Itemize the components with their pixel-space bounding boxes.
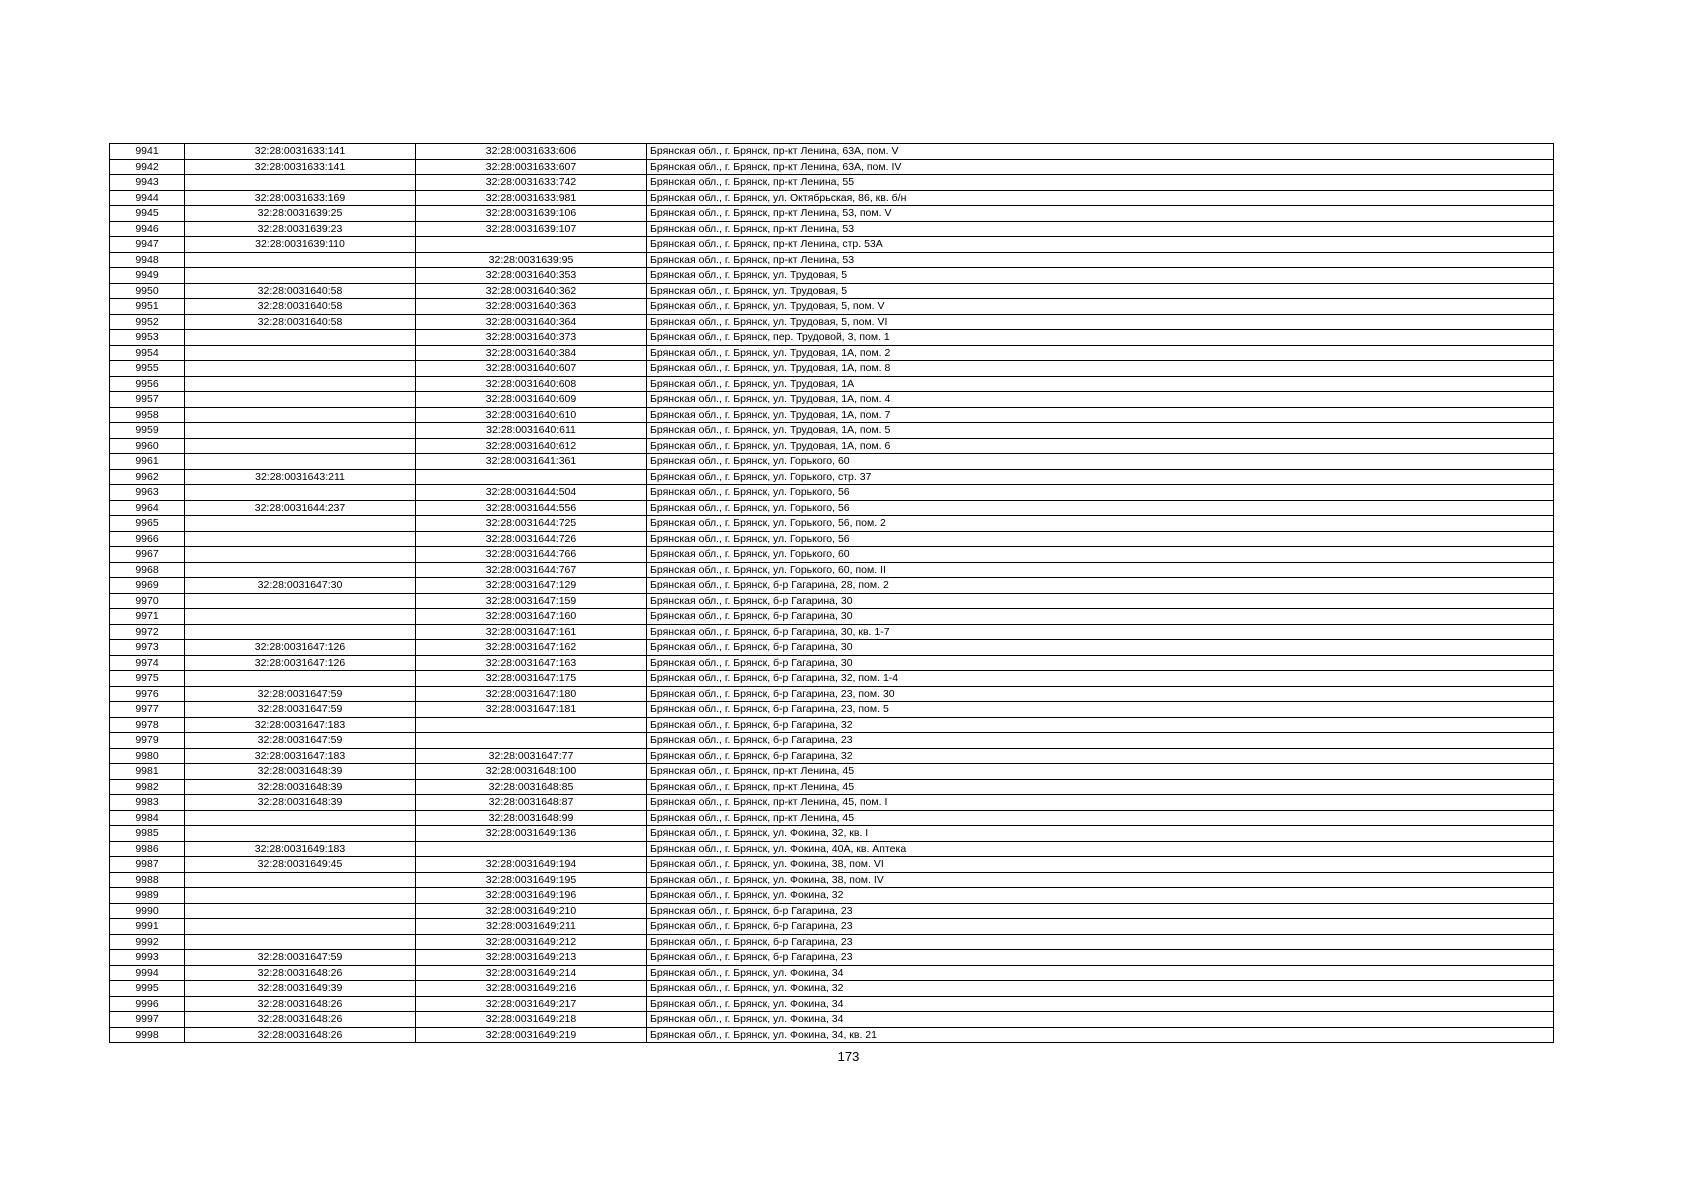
table-row [110,531,1554,547]
row-number-cell: 9979 [110,733,185,749]
row-number-cell: 9951 [110,299,185,315]
cadastral-number-cell: 32:28:0031633:981 [416,190,647,206]
cadastral-number-cell: 32:28:0031649:216 [416,981,647,997]
table-row [110,810,1554,826]
row-number-cell: 9973 [110,640,185,656]
cadastral-number-cell: 32:28:0031649:210 [416,903,647,919]
parent-cadastral-number-cell: 32:28:0031640:58 [185,314,416,330]
table-row [110,1012,1554,1028]
parent-cadastral-number-cell: 32:28:0031647:59 [185,686,416,702]
row-number-cell: 9948 [110,252,185,268]
address-cell: Брянская обл., г. Брянск, б-р Гагарина, 32, пом. 1-4 [647,671,1554,687]
cadastral-number-cell: 32:28:0031648:99 [416,810,647,826]
parent-cadastral-number-cell [185,934,416,950]
address-cell: Брянская обл., г. Брянск, б-р Гагарина, 23 [647,919,1554,935]
row-number-cell: 9991 [110,919,185,935]
address-cell: Брянская обл., г. Брянск, ул. Фокина, 34 [647,965,1554,981]
address-cell: Брянская обл., г. Брянск, б-р Гагарина, 32 [647,748,1554,764]
parent-cadastral-number-cell: 32:28:0031648:39 [185,764,416,780]
row-number-cell: 9975 [110,671,185,687]
cadastral-number-cell: 32:28:0031644:725 [416,516,647,532]
address-cell: Брянская обл., г. Брянск, б-р Гагарина, 32 [647,717,1554,733]
address-cell: Брянская обл., г. Брянск, ул. Трудовая, 1А, пом. 4 [647,392,1554,408]
address-cell: Брянская обл., г. Брянск, пр-кт Ленина, 45 [647,764,1554,780]
table-row [110,516,1554,532]
parent-cadastral-number-cell: 32:28:0031640:58 [185,283,416,299]
parent-cadastral-number-cell: 32:28:0031649:183 [185,841,416,857]
cadastral-number-cell [416,469,647,485]
address-cell: Брянская обл., г. Брянск, б-р Гагарина, 23 [647,733,1554,749]
table-row [110,423,1554,439]
table-row [110,965,1554,981]
parent-cadastral-number-cell [185,376,416,392]
table-row [110,268,1554,284]
table-row [110,252,1554,268]
row-number-cell: 9944 [110,190,185,206]
address-cell: Брянская обл., г. Брянск, ул. Горького, 56 [647,500,1554,516]
address-cell: Брянская обл., г. Брянск, ул. Трудовая, 5 [647,283,1554,299]
parent-cadastral-number-cell [185,438,416,454]
cadastral-number-cell: 32:28:0031640:608 [416,376,647,392]
parent-cadastral-number-cell: 32:28:0031644:237 [185,500,416,516]
table-row [110,500,1554,516]
parent-cadastral-number-cell [185,547,416,563]
address-cell: Брянская обл., г. Брянск, ул. Трудовая, 1А, пом. 6 [647,438,1554,454]
cadastral-number-cell: 32:28:0031640:363 [416,299,647,315]
address-cell: Брянская обл., г. Брянск, ул. Фокина, 32 [647,981,1554,997]
parent-cadastral-number-cell: 32:28:0031648:26 [185,996,416,1012]
row-number-cell: 9988 [110,872,185,888]
row-number-cell: 9957 [110,392,185,408]
cadastral-number-cell: 32:28:0031649:214 [416,965,647,981]
row-number-cell: 9953 [110,330,185,346]
parent-cadastral-number-cell [185,485,416,501]
parent-cadastral-number-cell: 32:28:0031633:169 [185,190,416,206]
table-row [110,733,1554,749]
cadastral-number-cell: 32:28:0031647:129 [416,578,647,594]
parent-cadastral-number-cell: 32:28:0031647:59 [185,950,416,966]
parent-cadastral-number-cell: 32:28:0031647:59 [185,733,416,749]
address-cell: Брянская обл., г. Брянск, ул. Фокина, 38, пом. IV [647,872,1554,888]
cadastral-number-cell: 32:28:0031644:504 [416,485,647,501]
parent-cadastral-number-cell: 32:28:0031648:26 [185,965,416,981]
table-row [110,299,1554,315]
row-number-cell: 9956 [110,376,185,392]
parent-cadastral-number-cell [185,268,416,284]
parent-cadastral-number-cell [185,609,416,625]
table-row [110,407,1554,423]
parent-cadastral-number-cell [185,671,416,687]
row-number-cell: 9963 [110,485,185,501]
parent-cadastral-number-cell [185,872,416,888]
cadastral-number-cell [416,841,647,857]
address-cell: Брянская обл., г. Брянск, ул. Трудовая, 1А, пом. 7 [647,407,1554,423]
cadastral-number-cell [416,733,647,749]
parent-cadastral-number-cell: 32:28:0031639:25 [185,206,416,222]
row-number-cell: 9962 [110,469,185,485]
parent-cadastral-number-cell: 32:28:0031647:30 [185,578,416,594]
address-cell: Брянская обл., г. Брянск, б-р Гагарина, 28, пом. 2 [647,578,1554,594]
cadastral-number-cell: 32:28:0031640:607 [416,361,647,377]
row-number-cell: 9983 [110,795,185,811]
table-row [110,609,1554,625]
parent-cadastral-number-cell: 32:28:0031649:39 [185,981,416,997]
row-number-cell: 9946 [110,221,185,237]
cadastral-number-cell: 32:28:0031633:606 [416,144,647,160]
parent-cadastral-number-cell: 32:28:0031648:39 [185,795,416,811]
table-row [110,438,1554,454]
row-number-cell: 9952 [110,314,185,330]
table-row [110,748,1554,764]
row-number-cell: 9954 [110,345,185,361]
cadastral-number-cell: 32:28:0031649:211 [416,919,647,935]
row-number-cell: 9995 [110,981,185,997]
table-row [110,624,1554,640]
table-row [110,345,1554,361]
row-number-cell: 9986 [110,841,185,857]
address-cell: Брянская обл., г. Брянск, пр-кт Ленина, 45 [647,810,1554,826]
table-row [110,547,1554,563]
cadastral-number-cell: 32:28:0031649:219 [416,1027,647,1043]
table-row [110,903,1554,919]
parent-cadastral-number-cell [185,826,416,842]
cadastral-number-cell [416,717,647,733]
row-number-cell: 9967 [110,547,185,563]
row-number-cell: 9970 [110,593,185,609]
address-cell: Брянская обл., г. Брянск, пр-кт Ленина, 45, пом. I [647,795,1554,811]
cadastral-number-cell: 32:28:0031640:373 [416,330,647,346]
address-cell: Брянская обл., г. Брянск, ул. Октябрьская, 86, кв. б/н [647,190,1554,206]
table-row [110,702,1554,718]
table-row [110,578,1554,594]
row-number-cell: 9968 [110,562,185,578]
cadastral-number-cell: 32:28:0031644:556 [416,500,647,516]
table-row [110,779,1554,795]
address-cell: Брянская обл., г. Брянск, ул. Трудовая, 5, пом. V [647,299,1554,315]
row-number-cell: 9996 [110,996,185,1012]
cadastral-number-cell: 32:28:0031639:106 [416,206,647,222]
cadastral-number-cell: 32:28:0031644:726 [416,531,647,547]
cadastral-number-cell: 32:28:0031647:161 [416,624,647,640]
address-cell: Брянская обл., г. Брянск, б-р Гагарина, 30 [647,593,1554,609]
row-number-cell: 9985 [110,826,185,842]
address-cell: Брянская обл., г. Брянск, ул. Фокина, 34 [647,1012,1554,1028]
cadastral-number-cell: 32:28:0031641:361 [416,454,647,470]
parent-cadastral-number-cell: 32:28:0031639:110 [185,237,416,253]
address-cell: Брянская обл., г. Брянск, пр-кт Ленина, 53 [647,252,1554,268]
address-cell: Брянская обл., г. Брянск, ул. Трудовая, 1А, пом. 8 [647,361,1554,377]
cadastral-number-cell: 32:28:0031647:181 [416,702,647,718]
row-number-cell: 9961 [110,454,185,470]
table-row [110,469,1554,485]
parent-cadastral-number-cell [185,810,416,826]
cadastral-number-cell: 32:28:0031640:612 [416,438,647,454]
table-row [110,950,1554,966]
cadastral-number-cell: 32:28:0031649:196 [416,888,647,904]
row-number-cell: 9997 [110,1012,185,1028]
address-cell: Брянская обл., г. Брянск, б-р Гагарина, 30 [647,609,1554,625]
row-number-cell: 9965 [110,516,185,532]
row-number-cell: 9978 [110,717,185,733]
parent-cadastral-number-cell [185,407,416,423]
table-row [110,283,1554,299]
address-cell: Брянская обл., г. Брянск, б-р Гагарина, 30, кв. 1-7 [647,624,1554,640]
row-number-cell: 9959 [110,423,185,439]
address-cell: Брянская обл., г. Брянск, ул. Трудовая, 5, пом. VI [647,314,1554,330]
table-row [110,640,1554,656]
row-number-cell: 9955 [110,361,185,377]
parent-cadastral-number-cell: 32:28:0031643:211 [185,469,416,485]
table-row [110,996,1554,1012]
row-number-cell: 9941 [110,144,185,160]
cadastral-number-cell: 32:28:0031640:362 [416,283,647,299]
cadastral-number-cell: 32:28:0031648:85 [416,779,647,795]
cadastral-number-cell [416,237,647,253]
cadastral-number-cell: 32:28:0031639:107 [416,221,647,237]
address-cell: Брянская обл., г. Брянск, пр-кт Ленина, 45 [647,779,1554,795]
row-number-cell: 9950 [110,283,185,299]
page-number: 173 [837,1049,860,1064]
cadastral-number-cell: 32:28:0031647:162 [416,640,647,656]
address-cell: Брянская обл., г. Брянск, ул. Трудовая, 5 [647,268,1554,284]
table-row [110,392,1554,408]
row-number-cell: 9974 [110,655,185,671]
cadastral-number-cell: 32:28:0031649:217 [416,996,647,1012]
table-row [110,562,1554,578]
cadastral-number-cell: 32:28:0031649:213 [416,950,647,966]
parent-cadastral-number-cell [185,345,416,361]
parent-cadastral-number-cell: 32:28:0031647:59 [185,702,416,718]
address-cell: Брянская обл., г. Брянск, пер. Трудовой, 3, пом. 1 [647,330,1554,346]
cadastral-number-cell: 32:28:0031647:159 [416,593,647,609]
cadastral-number-cell: 32:28:0031649:218 [416,1012,647,1028]
cadastral-number-cell: 32:28:0031644:766 [416,547,647,563]
row-number-cell: 9960 [110,438,185,454]
table-row [110,175,1554,191]
address-cell: Брянская обл., г. Брянск, ул. Трудовая, 1А, пом. 5 [647,423,1554,439]
cadastral-number-cell: 32:28:0031649:212 [416,934,647,950]
address-cell: Брянская обл., г. Брянск, ул. Горького, стр. 37 [647,469,1554,485]
parent-cadastral-number-cell [185,888,416,904]
row-number-cell: 9966 [110,531,185,547]
table-row [110,206,1554,222]
parent-cadastral-number-cell [185,454,416,470]
address-cell: Брянская обл., г. Брянск, ул. Фокина, 34, кв. 21 [647,1027,1554,1043]
address-cell: Брянская обл., г. Брянск, ул. Фокина, 38, пом. VI [647,857,1554,873]
row-number-cell: 9943 [110,175,185,191]
table-row [110,872,1554,888]
cadastral-number-cell: 32:28:0031640:353 [416,268,647,284]
parent-cadastral-number-cell [185,531,416,547]
row-number-cell: 9949 [110,268,185,284]
address-cell: Брянская обл., г. Брянск, ул. Горького, 60 [647,547,1554,563]
table-row [110,826,1554,842]
address-cell: Брянская обл., г. Брянск, пр-кт Ленина, 55 [647,175,1554,191]
address-cell: Брянская обл., г. Брянск, ул. Фокина, 32, кв. I [647,826,1554,842]
cadastral-number-cell: 32:28:0031648:100 [416,764,647,780]
address-cell: Брянская обл., г. Брянск, б-р Гагарина, 23 [647,903,1554,919]
table-row [110,314,1554,330]
address-cell: Брянская обл., г. Брянск, ул. Трудовая, 1А [647,376,1554,392]
table-row [110,764,1554,780]
address-cell: Брянская обл., г. Брянск, пр-кт Ленина, 63А, пом. IV [647,159,1554,175]
row-number-cell: 9977 [110,702,185,718]
parent-cadastral-number-cell [185,562,416,578]
cadastral-number-cell: 32:28:0031640:364 [416,314,647,330]
cadastral-number-cell: 32:28:0031649:136 [416,826,647,842]
parent-cadastral-number-cell: 32:28:0031647:183 [185,717,416,733]
parent-cadastral-number-cell: 32:28:0031639:23 [185,221,416,237]
parent-cadastral-number-cell [185,903,416,919]
row-number-cell: 9980 [110,748,185,764]
table-row [110,857,1554,873]
row-number-cell: 9984 [110,810,185,826]
parent-cadastral-number-cell: 32:28:0031633:141 [185,159,416,175]
row-number-cell: 9990 [110,903,185,919]
table-row [110,671,1554,687]
table-row [110,330,1554,346]
address-cell: Брянская обл., г. Брянск, пр-кт Ленина, стр. 53А [647,237,1554,253]
parent-cadastral-number-cell: 32:28:0031649:45 [185,857,416,873]
table-row [110,888,1554,904]
parent-cadastral-number-cell [185,423,416,439]
parent-cadastral-number-cell [185,330,416,346]
registry-table [109,143,1554,1043]
row-number-cell: 9981 [110,764,185,780]
table-row [110,841,1554,857]
parent-cadastral-number-cell [185,175,416,191]
row-number-cell: 9947 [110,237,185,253]
cadastral-number-cell: 32:28:0031649:195 [416,872,647,888]
parent-cadastral-number-cell: 32:28:0031633:141 [185,144,416,160]
address-cell: Брянская обл., г. Брянск, ул. Горького, 56 [647,531,1554,547]
address-cell: Брянская обл., г. Брянск, ул. Трудовая, 1А, пом. 2 [647,345,1554,361]
row-number-cell: 9993 [110,950,185,966]
row-number-cell: 9958 [110,407,185,423]
parent-cadastral-number-cell [185,516,416,532]
table-row [110,159,1554,175]
table-row [110,717,1554,733]
row-number-cell: 9976 [110,686,185,702]
table-row [110,919,1554,935]
address-cell: Брянская обл., г. Брянск, ул. Горького, 56 [647,485,1554,501]
parent-cadastral-number-cell [185,252,416,268]
row-number-cell: 9998 [110,1027,185,1043]
cadastral-number-cell: 32:28:0031649:194 [416,857,647,873]
address-cell: Брянская обл., г. Брянск, ул. Горького, 60, пом. II [647,562,1554,578]
address-cell: Брянская обл., г. Брянск, б-р Гагарина, 23 [647,950,1554,966]
address-cell: Брянская обл., г. Брянск, б-р Гагарина, 23 [647,934,1554,950]
table-row [110,795,1554,811]
table-row [110,144,1554,160]
cadastral-number-cell: 32:28:0031640:609 [416,392,647,408]
cadastral-number-cell: 32:28:0031648:87 [416,795,647,811]
cadastral-number-cell: 32:28:0031639:95 [416,252,647,268]
row-number-cell: 9992 [110,934,185,950]
row-number-cell: 9942 [110,159,185,175]
row-number-cell: 9945 [110,206,185,222]
parent-cadastral-number-cell: 32:28:0031647:126 [185,655,416,671]
parent-cadastral-number-cell: 32:28:0031648:26 [185,1027,416,1043]
table-row [110,237,1554,253]
table-row [110,485,1554,501]
cadastral-number-cell: 32:28:0031633:607 [416,159,647,175]
row-number-cell: 9987 [110,857,185,873]
cadastral-number-cell: 32:28:0031640:610 [416,407,647,423]
address-cell: Брянская обл., г. Брянск, ул. Фокина, 40А, кв. Аптека [647,841,1554,857]
cadastral-number-cell: 32:28:0031647:180 [416,686,647,702]
table-row [110,686,1554,702]
cadastral-number-cell: 32:28:0031647:163 [416,655,647,671]
registry-table-body [110,144,1554,1043]
parent-cadastral-number-cell [185,361,416,377]
row-number-cell: 9972 [110,624,185,640]
table-row [110,1027,1554,1043]
table-row [110,376,1554,392]
cadastral-number-cell: 32:28:0031647:160 [416,609,647,625]
parent-cadastral-number-cell [185,624,416,640]
row-number-cell: 9994 [110,965,185,981]
row-number-cell: 9982 [110,779,185,795]
parent-cadastral-number-cell: 32:28:0031648:26 [185,1012,416,1028]
address-cell: Брянская обл., г. Брянск, б-р Гагарина, 23, пом. 30 [647,686,1554,702]
table-row [110,934,1554,950]
parent-cadastral-number-cell [185,392,416,408]
address-cell: Брянская обл., г. Брянск, б-р Гагарина, 23, пом. 5 [647,702,1554,718]
address-cell: Брянская обл., г. Брянск, ул. Горького, 60 [647,454,1554,470]
table-row [110,593,1554,609]
address-cell: Брянская обл., г. Брянск, пр-кт Ленина, 63А, пом. V [647,144,1554,160]
parent-cadastral-number-cell [185,919,416,935]
parent-cadastral-number-cell: 32:28:0031647:183 [185,748,416,764]
table-row [110,655,1554,671]
table-row [110,190,1554,206]
address-cell: Брянская обл., г. Брянск, б-р Гагарина, 30 [647,640,1554,656]
cadastral-number-cell: 32:28:0031644:767 [416,562,647,578]
parent-cadastral-number-cell: 32:28:0031640:58 [185,299,416,315]
cadastral-number-cell: 32:28:0031633:742 [416,175,647,191]
cadastral-number-cell: 32:28:0031647:77 [416,748,647,764]
row-number-cell: 9971 [110,609,185,625]
table-row [110,361,1554,377]
row-number-cell: 9964 [110,500,185,516]
table-row [110,221,1554,237]
cadastral-number-cell: 32:28:0031640:384 [416,345,647,361]
address-cell: Брянская обл., г. Брянск, б-р Гагарина, 30 [647,655,1554,671]
parent-cadastral-number-cell: 32:28:0031647:126 [185,640,416,656]
row-number-cell: 9969 [110,578,185,594]
table-row [110,981,1554,997]
row-number-cell: 9989 [110,888,185,904]
address-cell: Брянская обл., г. Брянск, ул. Фокина, 34 [647,996,1554,1012]
address-cell: Брянская обл., г. Брянск, пр-кт Ленина, 53 [647,221,1554,237]
address-cell: Брянская обл., г. Брянск, ул. Фокина, 32 [647,888,1554,904]
address-cell: Брянская обл., г. Брянск, пр-кт Ленина, 53, пом. V [647,206,1554,222]
cadastral-number-cell: 32:28:0031647:175 [416,671,647,687]
parent-cadastral-number-cell [185,593,416,609]
cadastral-number-cell: 32:28:0031640:611 [416,423,647,439]
address-cell: Брянская обл., г. Брянск, ул. Горького, 56, пом. 2 [647,516,1554,532]
parent-cadastral-number-cell: 32:28:0031648:39 [185,779,416,795]
table-row [110,454,1554,470]
